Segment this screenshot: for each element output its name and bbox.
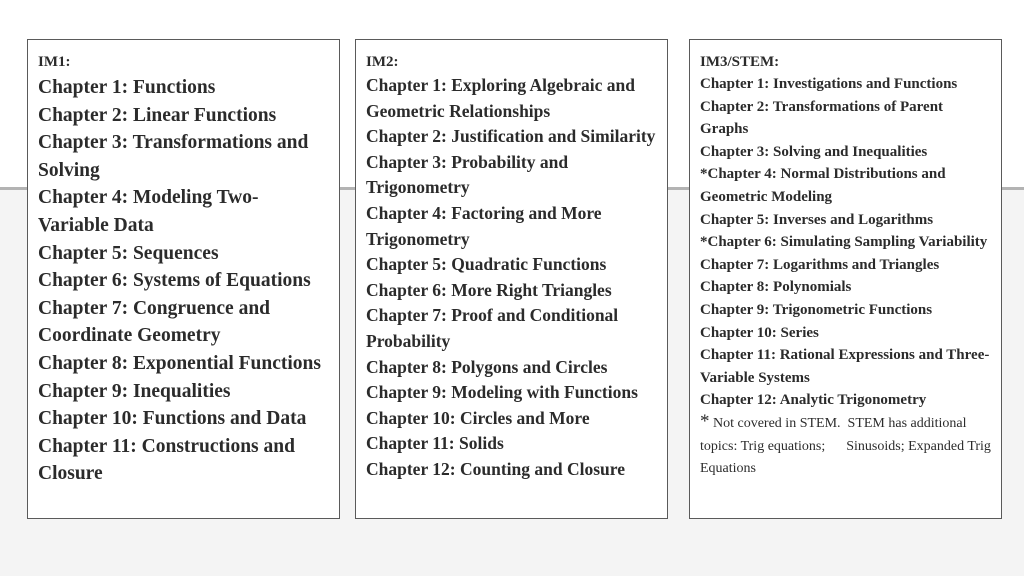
list-item: Chapter 3: Solving and Inequalities bbox=[700, 143, 928, 160]
im2-title: IM2: bbox=[366, 54, 399, 70]
list-item: Chapter 10: Series bbox=[700, 324, 819, 341]
list-item: Chapter 3: Transformations and Solving bbox=[38, 132, 309, 181]
list-item: Chapter 8: Exponential Functions bbox=[38, 352, 321, 374]
list-item: Chapter 1: Investigations and Functions bbox=[700, 76, 958, 92]
footnote-asterisk: * bbox=[700, 410, 710, 432]
list-item: Chapter 4: Factoring and More Trigonometry bbox=[366, 202, 602, 249]
list-item: Chapter 7: Congruence and Coordinate Geometry bbox=[38, 297, 271, 347]
list-item: Chapter 9: Modeling with Functions bbox=[366, 382, 638, 403]
im2-column bbox=[355, 39, 668, 519]
im3-stem-title: IM3/STEM: bbox=[700, 54, 780, 70]
list-item: Chapter 6: Systems of Equations bbox=[38, 270, 311, 292]
list-item: Chapter 11: Constructions and Closure bbox=[38, 435, 295, 485]
list-item: *Chapter 6: Simulating Sampling Variability bbox=[700, 234, 988, 251]
im1-chapter-list bbox=[38, 74, 329, 488]
list-item: Chapter 8: Polygons and Circles bbox=[366, 356, 608, 377]
list-item: Chapter 2: Transformations of Parent Graphs bbox=[700, 98, 944, 138]
list-item: Chapter 4: Modeling Two-Variable Data bbox=[38, 187, 259, 236]
list-item: Chapter 10: Circles and More bbox=[366, 407, 590, 428]
list-item: Chapter 5: Quadratic Functions bbox=[366, 254, 607, 275]
im3-stem-column bbox=[689, 39, 1002, 519]
list-item: Chapter 2: Justification and Similarity bbox=[366, 126, 656, 147]
list-item: Chapter 6: More Right Triangles bbox=[366, 279, 612, 300]
list-item: Chapter 2: Linear Functions bbox=[38, 104, 277, 126]
list-item: *Chapter 4: Normal Distributions and Geometric Modeling bbox=[700, 166, 946, 205]
im2-chapter-list bbox=[366, 73, 657, 483]
stem-footnote bbox=[700, 410, 995, 481]
footnote-text: Not covered in STEM. STEM has additional topics: Trig equations; Sinusoids; Expanded Trig Equations bbox=[700, 415, 995, 477]
im1-title: IM1: bbox=[38, 54, 71, 70]
list-item: Chapter 9: Trigonometric Functions bbox=[700, 301, 933, 318]
list-item: Chapter 7: Logarithms and Triangles bbox=[700, 256, 940, 273]
im1-column bbox=[27, 39, 340, 519]
list-item: Chapter 9: Inequalities bbox=[38, 380, 231, 402]
list-item: Chapter 10: Functions and Data bbox=[38, 408, 307, 430]
list-item: Chapter 8: Polynomials bbox=[700, 279, 852, 296]
list-item: Chapter 3: Probability and Trigonometry bbox=[366, 151, 569, 198]
list-item: Chapter 1: Exploring Algebraic and Geometric Relationships bbox=[366, 75, 636, 121]
list-item: Chapter 11: Solids bbox=[366, 433, 504, 454]
list-item: Chapter 5: Inverses and Logarithms bbox=[700, 211, 934, 228]
im3-stem-chapter-list bbox=[700, 73, 991, 412]
list-item: Chapter 5: Sequences bbox=[38, 242, 219, 264]
list-item: Chapter 1: Functions bbox=[38, 77, 216, 98]
list-item: Chapter 11: Rational Expressions and Three-Variable Systems bbox=[700, 347, 990, 386]
list-item: Chapter 7: Proof and Conditional Probability bbox=[366, 305, 619, 351]
list-item: Chapter 12: Counting and Closure bbox=[366, 458, 625, 479]
list-item: Chapter 12: Analytic Trigonometry bbox=[700, 392, 927, 409]
